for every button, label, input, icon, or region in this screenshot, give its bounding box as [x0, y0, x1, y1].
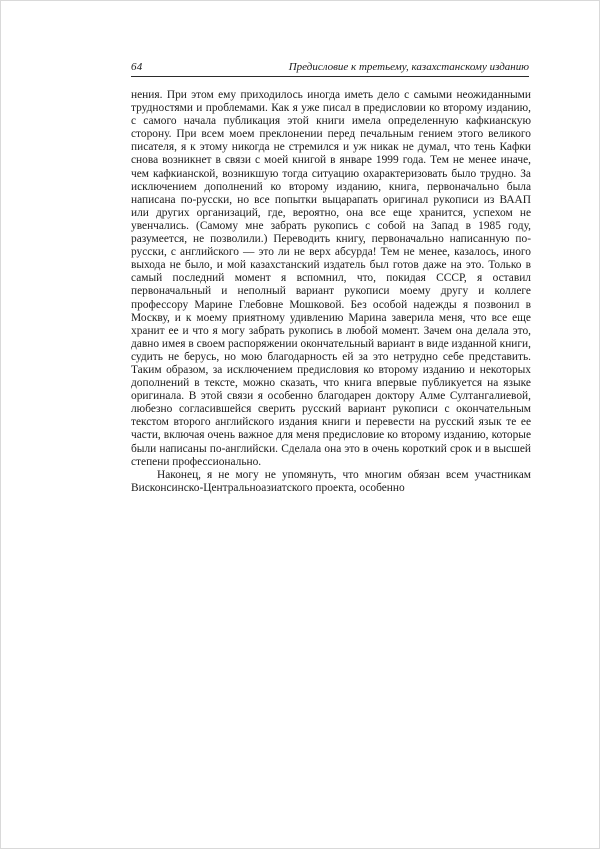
page-number: 64	[131, 61, 143, 73]
body-text	[131, 89, 531, 495]
running-title: Предисловие к третьему, казахстанскому изданию	[288, 61, 529, 73]
paragraph: нения. При этом ему приходилось иногда иметь дело с самыми неожиданными трудностями и проблемами. Как я уже писал в предисловии ко второму изданию, с самого начала публикация этой книги имела определенную кафкианскую сторону. При всем моем преклонении перед печальным гением этого великого писателя, я к этому никогда не стремился и уж никак не думал, что тень Кафки снова возникнет в связи с моей книгой в январе 1999 года. Тем не менее иначе, чем кафкианской, возникшую тогда ситуацию охарактеризовать было трудно. За исключением дополнений ко второму изданию, книга, первоначально была написана по-русски, но все попытки выцарапать оригинал рукописи из ВААП или других организаций, где, вероятно, она все еще хранится, успехом не увенчались. (Самому мне забрать рукопись с собой на Запад в 1985 году, разумеется, не позволили.) Переводить книгу, первоначально написанную по-русски, с английского — это ли не верх абсурда! Тем не менее, казалось, иного выхода не было, и мой казахстанский издатель был готов даже на это. Только в самый последний момент я вспомнил, что, покидая СССР, я оставил первоначальный и неполный вариант рукописи моему другу и коллеге профессору Марине Глебовне Мошковой. Без особой надежды я позвонил в Москву, и к моему приятному удивлению Марина заверила меня, что все еще хранит ее и что я могу забрать рукопись в любой момент. Зачем она делала это, давно имея в своем распоряжении окончательный вариант в виде изданной книги, судить не берусь, но мою благодарность ей за это нетрудно себе представить. Таким образом, за исключением предисловия ко второму изданию и некоторых дополнений в тексте, можно сказать, что книга впервые публикуется на языке оригинала. В этой связи я особенно благодарен доктору Алме Султангалиевой, любезно согласившейся сверить русский вариант рукописи с окончательным текстом второго английского издания книги и перевести на русский язык те ее части, включая очень важное для меня предисловие ко второму изданию, которые были написаны по-английски. Сделала она это в очень короткий срок и в высшей степени профессионально.	[131, 89, 531, 468]
paragraph: Наконец, я не могу не упомянуть, что многим обязан всем участникам Висконсинско-Центральноазиатского проекта, особенно	[131, 468, 531, 494]
running-header	[131, 61, 529, 77]
